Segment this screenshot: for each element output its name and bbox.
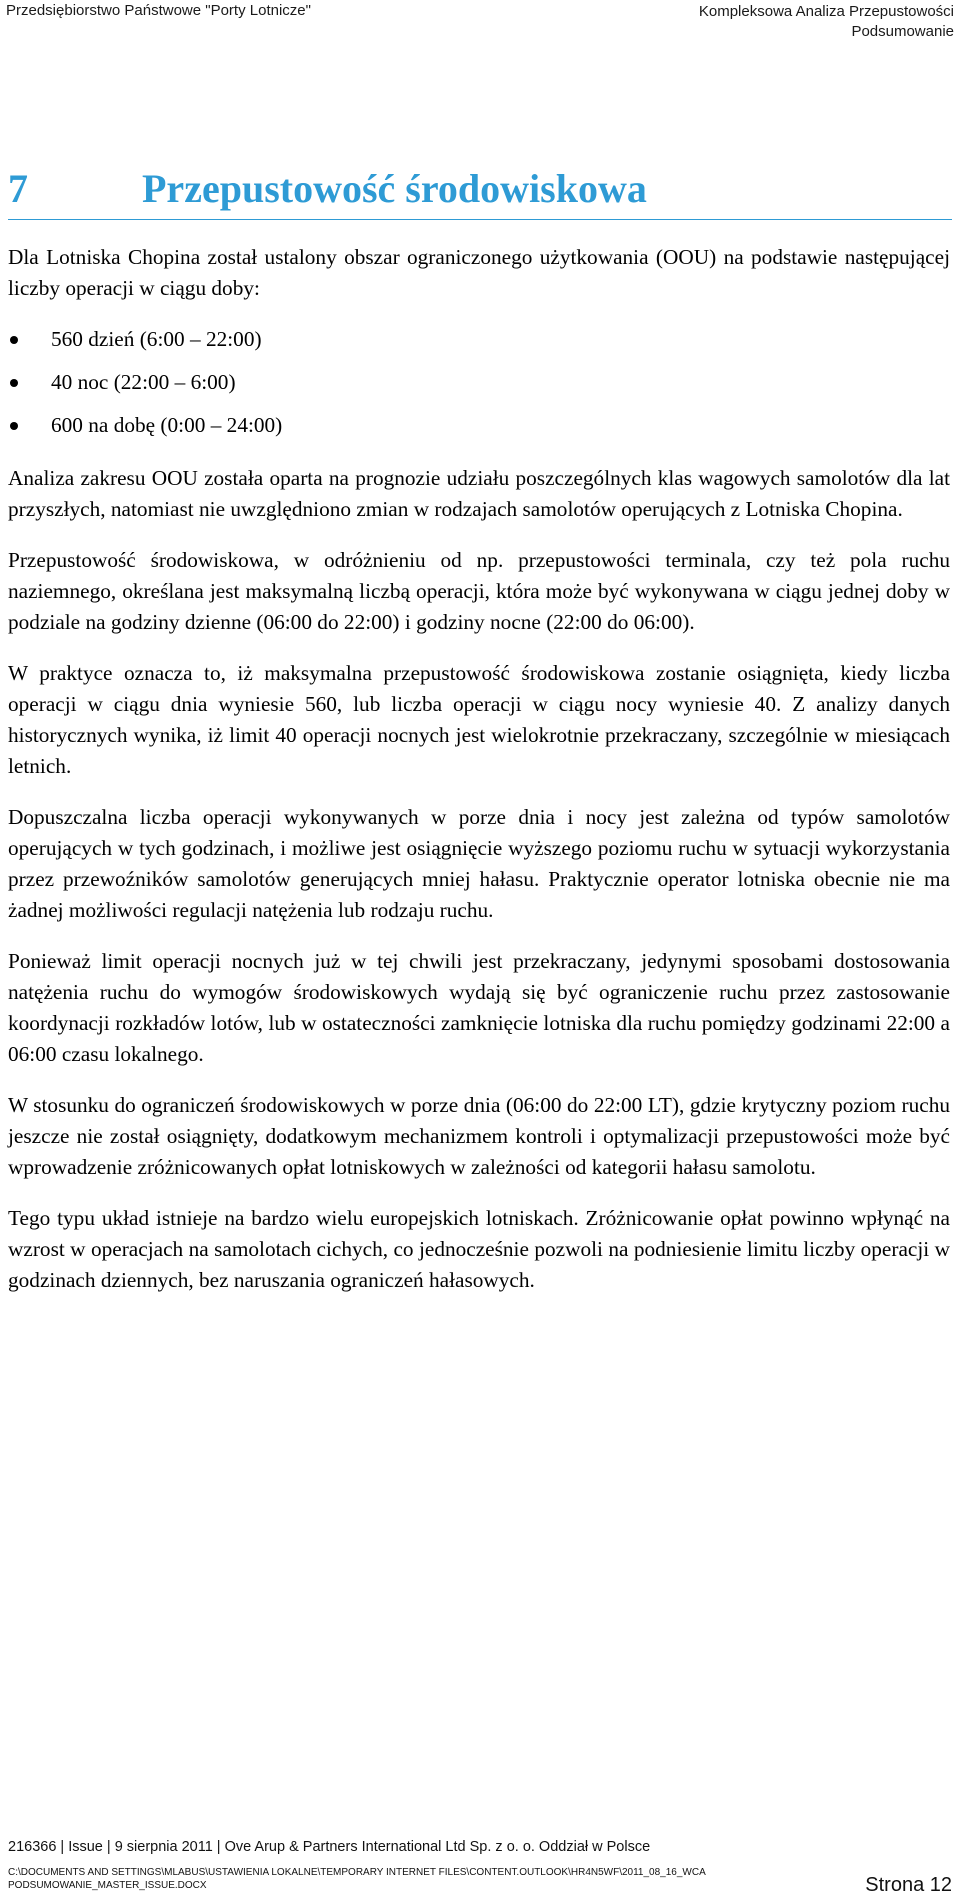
bullet-icon: [10, 336, 18, 344]
header-document-title: [699, 2, 954, 42]
bullet-icon: [10, 422, 18, 430]
body-paragraph: Dopuszczalna liczba operacji wykonywanych w porze dnia i nocy jest zależna od typów samolotów operujących w tych godzinach, i możliwe jest osiągnięcie wyższego poziomu ruchu w sytuacji wykorzystania przez przewoźników samolotów generujących mniej hałasu. Praktycznie operator lotniska obecnie nie ma żadnej możliwości regulacji natężenia lub rodzaju ruchu.: [8, 805, 950, 922]
body-paragraph: Przepustowość środowiskowa, w odróżnieniu od np. przepustowości terminala, czy też pola ruchu naziemnego, określana jest maksymalną liczbą operacji, która może być wykonywana w ciągu jednej doby w podziale na godziny dzienne (06:00 do 22:00) i godziny nocne (22:00 do 06:00).: [8, 548, 950, 634]
header-title-line1: Kompleksowa Analiza Przepustowości: [698, 3, 954, 20]
list-item: 560 dzień (6:00 – 22:00): [8, 318, 950, 361]
list-item: 40 noc (22:00 – 6:00): [8, 361, 950, 404]
document-body: [8, 242, 950, 1316]
chapter-heading: [8, 165, 952, 220]
page-header: [0, 0, 960, 40]
footer-issue-line: 216366 | Issue | 9 sierpnia 2011 | Ove Arup & Partners International Ltd Sp. z o. o. Oddział w Polsce: [8, 1839, 651, 1855]
body-paragraph: W stosunku do ograniczeń środowiskowych w porze dnia (06:00 do 22:00 LT), gdzie krytyczny poziom ruchu jeszcze nie został osiągnięty, dodatkowym mechanizmem kontroli i optymalizacji przepustowości może być wprowadzenie zróżnicowanych opłat lotniskowych w zależności od kategorii hałasu samolotu.: [8, 1093, 950, 1179]
page-footer: [8, 1838, 952, 1896]
page-number: Strona 12: [865, 1874, 952, 1896]
header-organization: Przedsiębiorstwo Państwowe "Porty Lotnicze": [6, 2, 311, 19]
operations-list: [8, 318, 950, 447]
chapter-title: Przepustowość środowiskowa: [142, 166, 647, 211]
body-paragraph: Analiza zakresu OOU została oparta na prognozie udziału poszczególnych klas wagowych samolotów dla lat przyszłych, natomiast nie uwzględniono zmian w rodzajach samolotów operujących z Lotniska Chopina.: [8, 466, 950, 521]
body-paragraph: Ponieważ limit operacji nocnych już w tej chwili jest przekraczany, jedynymi sposobami dostosowania natężenia ruchu do wymogów środowiskowych wydają się być ograniczenie ruchu przez zastosowanie koordynacji rozkładów lotów, lub w ostateczności zamknięcie lotniska dla ruchu pomiędzy godzinami 22:00 a 06:00 czasu lokalnego.: [8, 949, 950, 1066]
body-paragraph: W praktyce oznacza to, iż maksymalna przepustowość środowiskowa zostanie osiągnięta, kiedy liczba operacji w ciągu dnia wyniesie 560, lub liczba operacji w ciągu nocy wyniesie 40. Z analizy danych historycznych wynika, iż limit 40 operacji nocnych jest wielokrotnie przekraczany, szczególnie w miesiącach letnich.: [8, 661, 950, 778]
header-title-line2: Podsumowanie: [851, 23, 954, 40]
bullet-icon: [10, 379, 18, 387]
list-item: 600 na dobę (0:00 – 24:00): [8, 404, 950, 447]
chapter-number: 7: [8, 166, 28, 211]
body-paragraph: Tego typu układ istnieje na bardzo wielu europejskich lotniskach. Zróżnicowanie opłat powinno wpłynąć na wzrost w operacjach na samolotach cichych, co jednocześnie pozwoli na podniesienie limitu liczby operacji w godzinach dziennych, bez naruszania ograniczeń hałasowych.: [8, 1206, 950, 1292]
footer-file-path: C:\DOCUMENTS AND SETTINGS\MLABUS\USTAWIENIA LOKALNE\TEMPORARY INTERNET FILES\CONTENT.OUTLOOK\HR4N5WF\2011_08_16_WCA PODSUMOWANIE_MASTER_ISSUE.DOCX: [8, 1867, 706, 1891]
intro-paragraph: Dla Lotniska Chopina został ustalony obszar ograniczonego użytkowania (OOU) na podstawie następującej liczby operacji w ciągu doby:: [8, 245, 950, 300]
